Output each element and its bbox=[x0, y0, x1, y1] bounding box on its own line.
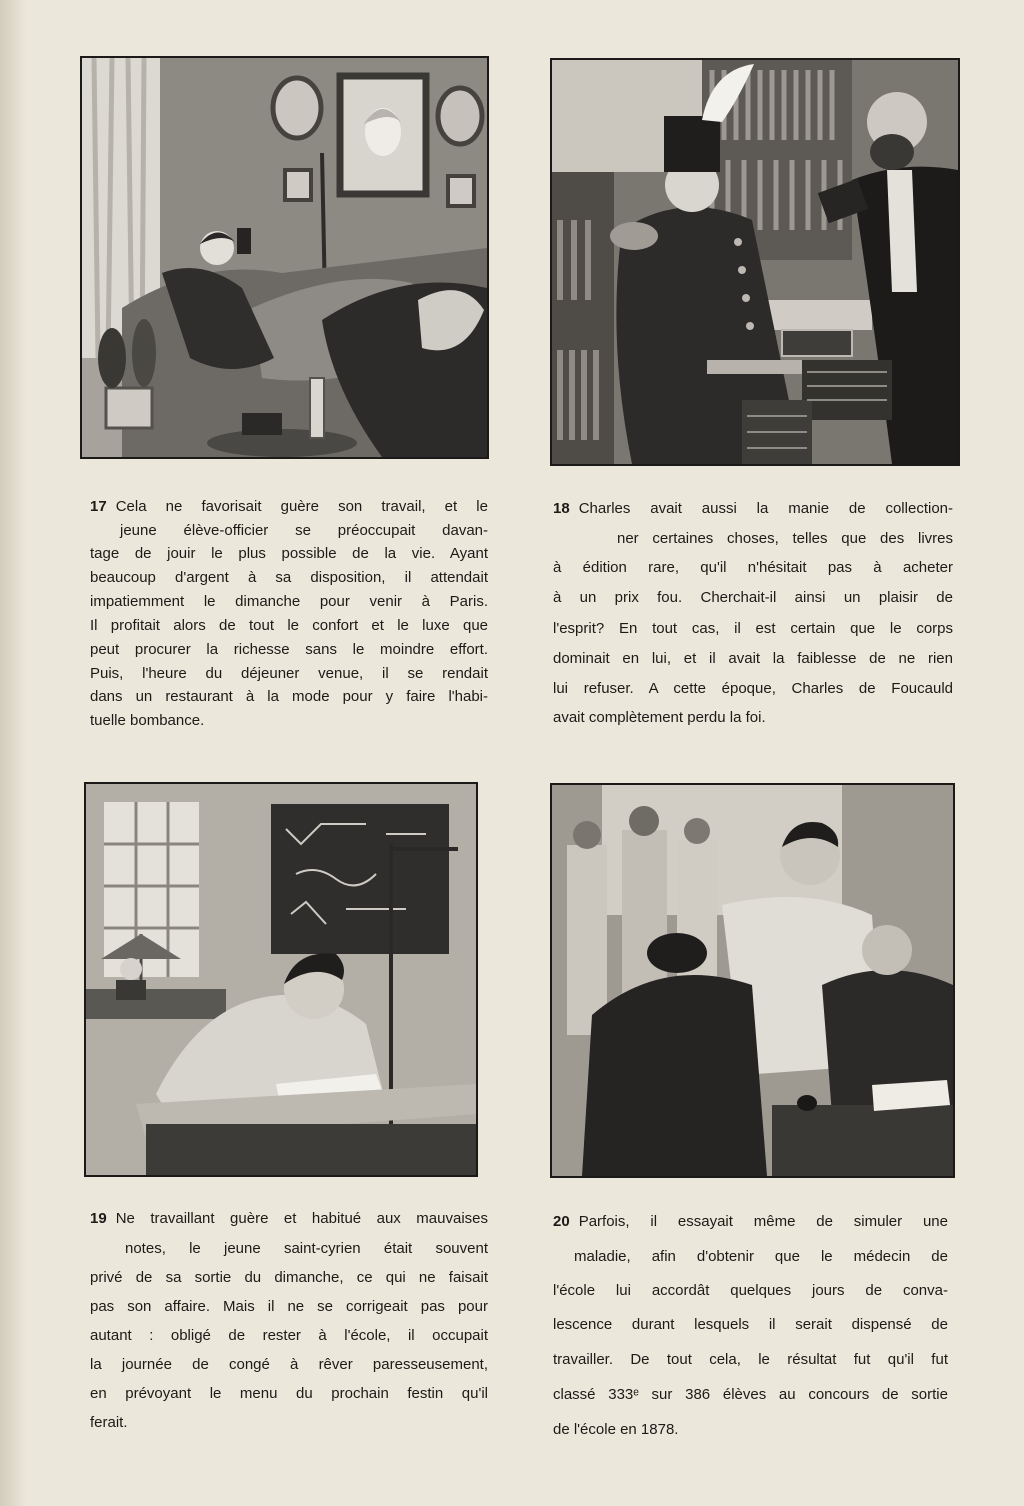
caption-line: tage de jouir le plus possible de la vie. Ayant bbox=[90, 545, 488, 562]
caption-line: de l'école en 1878. bbox=[553, 1421, 679, 1438]
illustration-17-scene bbox=[82, 58, 487, 457]
caption-text: Parfois, il essayait même de simuler une bbox=[578, 1213, 948, 1230]
desk bbox=[146, 1124, 476, 1175]
caption-line: beaucoup d'argent à sa disposition, il attendait bbox=[90, 569, 488, 586]
coat-button-3 bbox=[742, 294, 750, 302]
officer-kepi bbox=[664, 116, 720, 172]
bookseller-beard bbox=[870, 134, 914, 170]
caption-line: à édition rare, qu'il n'hésitait pas à acheter bbox=[553, 559, 953, 576]
book-stack-1 bbox=[802, 360, 892, 420]
illustration-20 bbox=[550, 783, 955, 1178]
caption-line: Puis, l'heure du déjeuner venue, il se rendait bbox=[90, 665, 488, 682]
caption-text: Ne travaillant guère et habitué aux mauvaises bbox=[115, 1210, 488, 1227]
caption-line: tuelle bombance. bbox=[90, 712, 205, 729]
illustration-19-scene bbox=[86, 784, 476, 1175]
background-student-head bbox=[120, 958, 142, 980]
illustration-18 bbox=[550, 58, 960, 466]
panel-number: 18 bbox=[553, 500, 570, 517]
bottle bbox=[310, 378, 324, 438]
caption-line: lescence durant lesquels il serait dispensé de bbox=[553, 1316, 948, 1333]
caption-line: maladie, afin d'obtenir que le médecin de bbox=[574, 1248, 948, 1265]
flower-leaves-left bbox=[98, 328, 126, 388]
illustration-17 bbox=[80, 56, 489, 459]
caption-line: l'esprit? En tout cas, il est certain que le corps bbox=[553, 620, 953, 637]
officer-epaulette bbox=[610, 222, 658, 250]
caption-line: dans un restaurant à la mode pour y faire l'habi- bbox=[90, 688, 488, 705]
background-student-body bbox=[116, 980, 146, 1000]
caption-line: travailler. De tout cela, le résultat fut qu'il fut bbox=[553, 1351, 948, 1368]
bookseller-shirt bbox=[887, 170, 917, 292]
caption-line: peut procurer la richesse sans le moindre effort. bbox=[90, 641, 488, 658]
caption-line: impatiemment le dimanche pour venir à Paris. bbox=[90, 593, 488, 610]
caption-line: Il profitait alors de tout le confort et le luxe que bbox=[90, 617, 488, 634]
caption-20 bbox=[553, 1213, 948, 1441]
caption-line: dominait en lui, et il avait la faiblesse de ne rien bbox=[553, 650, 953, 667]
caption-line: la journée de congé à rêver paresseusement, bbox=[90, 1356, 488, 1373]
caption-line: jeune élève-officier se préoccupait davan- bbox=[120, 522, 488, 539]
coat-button-2 bbox=[738, 266, 746, 274]
table bbox=[772, 1105, 953, 1176]
illustration-18-scene bbox=[552, 60, 958, 464]
flower-leaves-right bbox=[132, 319, 156, 387]
book-on-counter bbox=[782, 330, 852, 356]
background-cadet-3-head bbox=[684, 818, 710, 844]
caption-line: autant : obligé de rester à l'école, il occupait bbox=[90, 1327, 488, 1344]
panel-number: 17 bbox=[90, 498, 107, 515]
oval-portrait-left bbox=[273, 78, 321, 138]
caption-line: ferait. bbox=[90, 1414, 128, 1431]
cigar-box bbox=[242, 413, 282, 435]
coat-button-1 bbox=[734, 238, 742, 246]
panel-number: 19 bbox=[90, 1210, 107, 1227]
seated-officer-back bbox=[582, 975, 767, 1176]
caption-text: Charles avait aussi la manie de collection- bbox=[578, 500, 953, 517]
background-cadet-2-head bbox=[629, 806, 659, 836]
page-fold-shadow bbox=[0, 0, 26, 1506]
background-desk bbox=[86, 989, 226, 1019]
officer-kepi bbox=[647, 933, 707, 973]
inkwell bbox=[797, 1095, 817, 1111]
caption-line bbox=[90, 1210, 488, 1228]
flower-pot bbox=[106, 388, 152, 428]
writing-cadet-head bbox=[862, 925, 912, 975]
background-cadet-1 bbox=[567, 845, 607, 1035]
caption-line: privé de sa sortie du dimanche, ce qui ne faisait bbox=[90, 1269, 488, 1286]
caption-line: pas son affaire. Mais il ne se corrigeait pas pour bbox=[90, 1298, 488, 1315]
caption-line: l'école lui accordât quelques jours de conva- bbox=[553, 1282, 948, 1299]
book-held bbox=[237, 228, 251, 254]
caption-line: ner certaines choses, telles que des livres bbox=[617, 530, 953, 547]
caption-line: avait complètement perdu la foi. bbox=[553, 709, 766, 726]
coat-button-4 bbox=[746, 322, 754, 330]
caption-line: notes, le jeune saint-cyrien était souvent bbox=[125, 1240, 488, 1257]
caption-line bbox=[553, 1213, 948, 1231]
caption-19 bbox=[90, 1210, 488, 1434]
background-cadet-1-head bbox=[573, 821, 601, 849]
caption-line: lui refuser. A cette époque, Charles de Foucauld bbox=[553, 680, 953, 697]
caption-line bbox=[90, 498, 488, 516]
caption-line: classé 333ᵉ sur 386 élèves au concours de sortie bbox=[553, 1386, 948, 1403]
officer-belt bbox=[707, 360, 802, 374]
caption-line: en prévoyant le menu du prochain festin qu'il bbox=[90, 1385, 488, 1402]
background-cadet-2 bbox=[622, 830, 667, 1000]
caption-line: à un prix fou. Cherchait-il ainsi un plaisir de bbox=[553, 589, 953, 606]
caption-line bbox=[553, 500, 953, 518]
caption-18 bbox=[553, 500, 953, 728]
small-frame-right bbox=[448, 176, 474, 206]
illustration-19 bbox=[84, 782, 478, 1177]
caption-text: Cela ne favorisait guère son travail, et le bbox=[115, 498, 488, 515]
panel-number: 20 bbox=[553, 1213, 570, 1230]
blackboard bbox=[271, 804, 449, 954]
illustration-20-scene bbox=[552, 785, 953, 1176]
small-frame-left bbox=[285, 170, 311, 200]
caption-17 bbox=[90, 498, 488, 730]
oval-portrait-right bbox=[438, 88, 482, 144]
